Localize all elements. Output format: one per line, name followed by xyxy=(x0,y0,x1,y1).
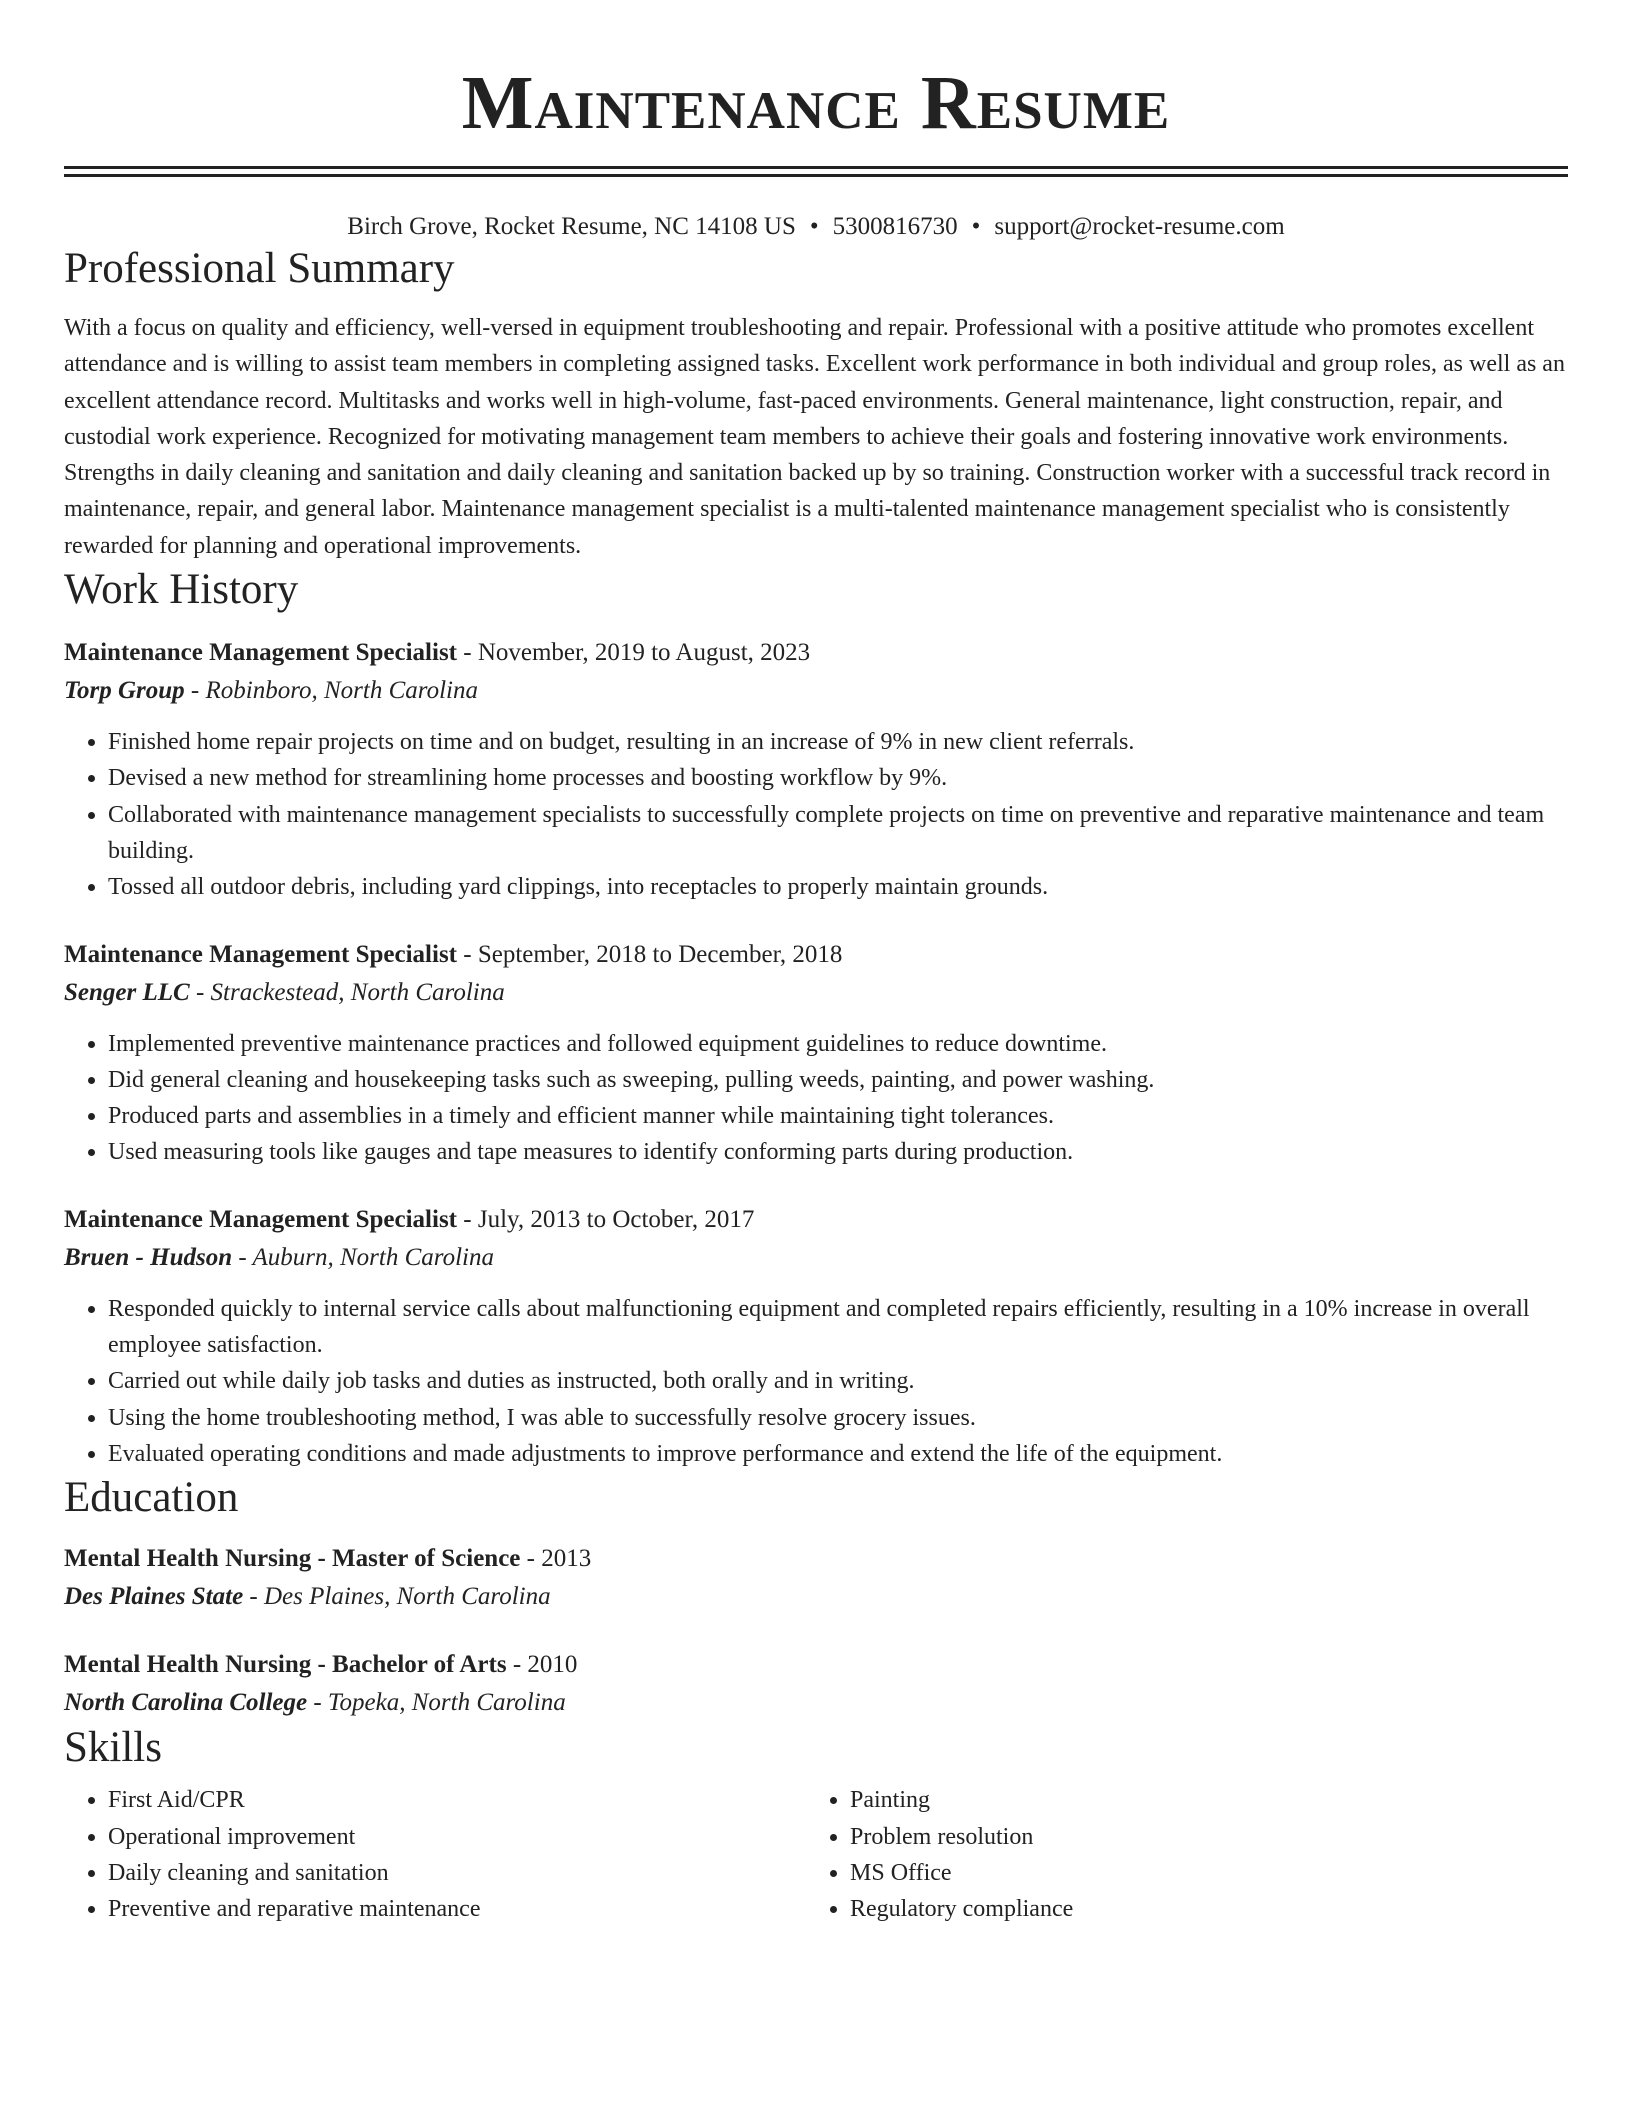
job-role-line xyxy=(64,1201,1568,1239)
job-bullet: • Finished home repair projects on time and on budget, resulting in an increase of 9% in new client referrals. xyxy=(108,724,1568,760)
contact-line xyxy=(64,211,1568,243)
job-entry xyxy=(64,1201,1568,1472)
job-entry xyxy=(64,936,1568,1171)
job-bullets xyxy=(64,724,1568,905)
job-company-line xyxy=(64,672,1568,710)
job-title: Maintenance Management Specialist xyxy=(64,1205,458,1233)
degree-line xyxy=(64,1646,1568,1684)
job-company-line xyxy=(64,1239,1568,1277)
contact-address: Birch Grove, Rocket Resume, NC 14108 US xyxy=(347,213,796,240)
education-entry xyxy=(64,1646,1568,1722)
skill-item: • Daily cleaning and sanitation xyxy=(108,1855,806,1891)
degree-title: Mental Health Nursing - Bachelor of Arts xyxy=(64,1651,507,1679)
title-divider-bottom xyxy=(64,174,1568,177)
job-bullet: • Did general cleaning and housekeeping tasks such as sweeping, pulling weeds, painting, and power washing. xyxy=(108,1062,1568,1098)
school-name: North Carolina College xyxy=(64,1689,308,1717)
job-bullet: • Responded quickly to internal service calls about malfunctioning equipment and completed repairs efficiently, resulting in a 10% increase in overall employee satisfaction. xyxy=(108,1291,1568,1364)
job-bullet: • Implemented preventive maintenance practices and followed equipment guidelines to reduce downtime. xyxy=(108,1026,1568,1062)
job-bullets xyxy=(64,1026,1568,1171)
education-heading: Education xyxy=(64,1474,239,1522)
job-company-line xyxy=(64,974,1568,1012)
contact-separator: • xyxy=(809,213,819,240)
job-bullet: • Produced parts and assemblies in a timely and efficient manner while maintaining tight tolerances. xyxy=(108,1098,1568,1134)
degree-year: - 2013 xyxy=(520,1545,592,1573)
job-title: Maintenance Management Specialist xyxy=(64,639,458,667)
job-bullet: • Devised a new method for streamlining home processes and boosting workflow by 9%. xyxy=(108,760,1568,796)
job-bullet: • Using the home troubleshooting method, I was able to successfully resolve grocery issues. xyxy=(108,1400,1568,1436)
job-bullet: • Evaluated operating conditions and made adjustments to improve performance and extend the life of the equipment. xyxy=(108,1436,1568,1472)
skill-item: • Regulatory compliance xyxy=(850,1891,1548,1927)
job-dates: - September, 2018 to December, 2018 xyxy=(457,940,843,968)
degree-line xyxy=(64,1540,1568,1578)
skills-column-right xyxy=(806,1782,1548,1927)
job-dates: - July, 2013 to October, 2017 xyxy=(457,1205,755,1233)
job-role-line xyxy=(64,936,1568,974)
job-title: Maintenance Management Specialist xyxy=(64,940,458,968)
job-location: - Robinboro, North Carolina xyxy=(184,677,478,705)
degree-title: Mental Health Nursing - Master of Science xyxy=(64,1545,521,1573)
education-entry xyxy=(64,1540,1568,1616)
skill-item: • MS Office xyxy=(850,1855,1548,1891)
job-role-line xyxy=(64,634,1568,672)
job-bullet: • Carried out while daily job tasks and duties as instructed, both orally and in writing. xyxy=(108,1363,1568,1399)
job-entry xyxy=(64,634,1568,905)
skill-item: • Preventive and reparative maintenance xyxy=(108,1891,806,1927)
summary-text: With a focus on quality and efficiency, well-versed in equipment troubleshooting and repair. Professional with a positive attitude who promotes excellent attendance and is willing to assist team members in completing assigned tasks. Excellent work performance in both individual and group roles, as well as an excellent attendance record. Multitasks and works well in high-volume, fast-paced environments. General maintenance, light construction, repair, and custodial work experience. Recognized for motivating management team members to achieve their goals and fostering innovative work environments. Strengths in daily cleaning and sanitation and daily cleaning and sanitation backed up by so training. Construction worker with a successful track record in maintenance, repair, and general labor. Maintenance management specialist is a multi-talented maintenance management specialist who is consistently rewarded for planning and operational improvements. xyxy=(64,315,1565,559)
job-bullets xyxy=(64,1291,1568,1472)
school-line xyxy=(64,1684,1568,1722)
skill-item: • Problem resolution xyxy=(850,1819,1548,1855)
job-company: Bruen - Hudson xyxy=(64,1243,233,1271)
work-history-heading: Work History xyxy=(64,566,299,614)
skill-item: • Operational improvement xyxy=(108,1819,806,1855)
school-name: Des Plaines State xyxy=(64,1583,244,1611)
contact-phone: 5300816730 xyxy=(832,213,958,240)
job-bullet: • Tossed all outdoor debris, including yard clippings, into receptacles to properly maintain grounds. xyxy=(108,869,1568,905)
job-company: Torp Group xyxy=(64,677,185,705)
summary-heading: Professional Summary xyxy=(64,245,455,292)
job-location: - Auburn, North Carolina xyxy=(232,1243,494,1271)
contact-separator: • xyxy=(971,213,981,240)
degree-year: - 2010 xyxy=(506,1651,578,1679)
title-divider-top xyxy=(64,166,1568,169)
skill-item: • Painting xyxy=(850,1782,1548,1818)
skills-grid xyxy=(64,1782,1568,1927)
job-bullet: • Used measuring tools like gauges and tape measures to identify conforming parts during production. xyxy=(108,1134,1568,1170)
job-bullet: • Collaborated with maintenance management specialists to successfully complete projects on time on preventive and reparative maintenance and team building. xyxy=(108,797,1568,870)
school-location: - Topeka, North Carolina xyxy=(307,1689,566,1717)
resume-title: Maintenance Resume xyxy=(461,61,1171,145)
skills-heading: Skills xyxy=(64,1724,162,1772)
job-company: Senger LLC xyxy=(64,978,190,1006)
skills-column-left xyxy=(64,1782,806,1927)
school-line xyxy=(64,1578,1568,1616)
school-location: - Des Plaines, North Carolina xyxy=(243,1583,551,1611)
job-location: - Strackestead, North Carolina xyxy=(189,978,505,1006)
skill-item: • First Aid/CPR xyxy=(108,1782,806,1818)
job-dates: - November, 2019 to August, 2023 xyxy=(457,639,811,667)
contact-email: support@rocket-resume.com xyxy=(994,213,1285,240)
